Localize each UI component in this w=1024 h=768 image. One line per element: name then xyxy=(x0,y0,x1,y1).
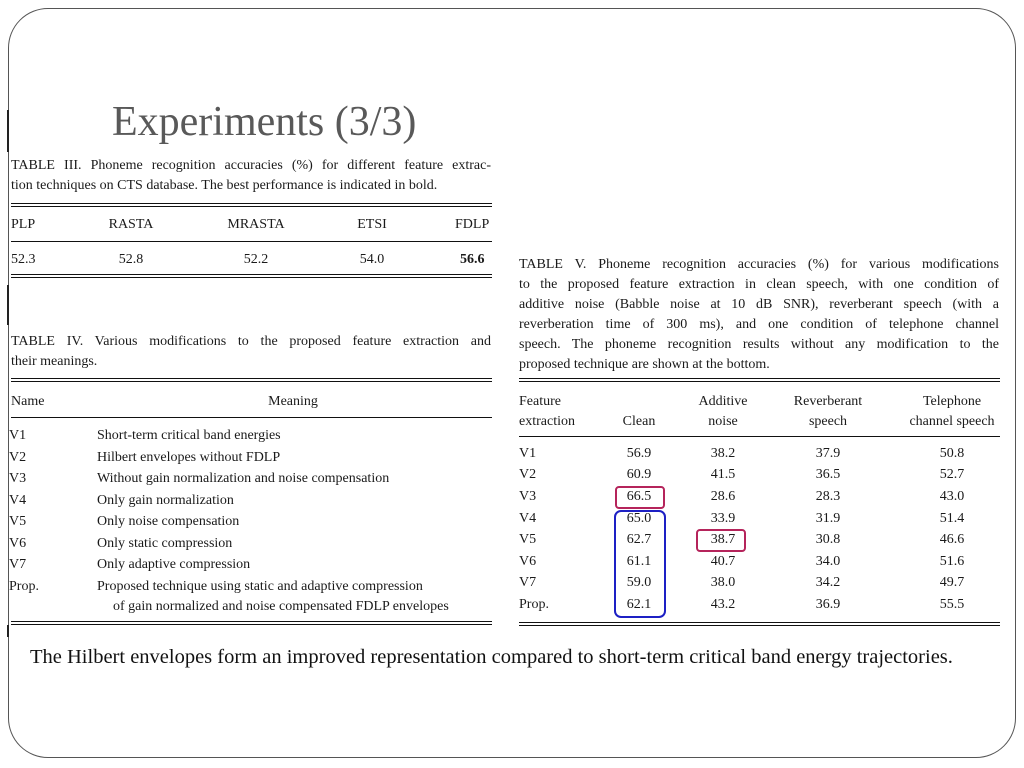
caption-line: TABLE V. Phoneme recognition accuracies (%) for various modifications xyxy=(519,257,999,272)
caption-line: to the proposed feature extraction in clean speech, with one condition of xyxy=(519,277,999,292)
table5-cell-additive: 40.7 xyxy=(710,554,736,569)
slide-title: Experiments (3/3) xyxy=(112,99,417,145)
table3-header-plp: PLP xyxy=(11,217,36,232)
header-line: Reverberant xyxy=(793,394,863,409)
table5-cell-reverberant: 36.5 xyxy=(815,467,841,482)
table5-cell-reverberant: 31.9 xyxy=(815,511,841,526)
table5-header-additive xyxy=(699,392,748,432)
table3-mid-rule xyxy=(11,241,492,242)
table4-meaning-cont: of gain normalized and noise compensated FDLP envelopes xyxy=(113,599,449,614)
table5-top-rule xyxy=(519,378,1000,382)
table5-cell-additive: 43.2 xyxy=(710,597,736,612)
table4-row-name: V5 xyxy=(9,514,27,529)
bottom-statement: The Hilbert envelopes form an improved representation compared to short-term critical band energy trajectories. xyxy=(30,646,953,668)
table4-row-meaning: Without gain normalization and noise compensation xyxy=(97,471,390,486)
table3-header-rasta: RASTA xyxy=(108,217,154,232)
table4-row-name: V3 xyxy=(9,471,27,486)
table5-cell-additive: 38.7 xyxy=(710,532,736,547)
caption-line: reverberation time of 300 ms), and one condition of telephone channel xyxy=(519,317,999,332)
table4-row-meaning: Only adaptive compression xyxy=(97,557,251,572)
table5-cell-name: V6 xyxy=(519,554,537,569)
table4-row-name: V2 xyxy=(9,450,27,465)
table4-header-meaning: Meaning xyxy=(268,394,318,409)
caption-line: additive noise (Babble noise at 10 dB SNR), reverberant speech (with a xyxy=(519,297,999,312)
table3-header-etsi: ETSI xyxy=(357,217,387,232)
table5-cell-telephone: 55.5 xyxy=(939,597,965,612)
table5-cell-clean: 61.1 xyxy=(626,554,652,569)
table5-cell-reverberant: 34.0 xyxy=(815,554,841,569)
table4-bottom-rule xyxy=(11,621,492,625)
table5-cell-name: V3 xyxy=(519,489,537,504)
table5-cell-additive: 41.5 xyxy=(710,467,736,482)
table5-cell-additive: 28.6 xyxy=(710,489,736,504)
table3-value-mrasta: 52.2 xyxy=(243,252,269,267)
caption-line: TABLE IV. Various modifications to the proposed feature extraction and xyxy=(11,334,491,349)
caption-line: proposed technique are shown at the bottom. xyxy=(519,357,770,372)
table5-cell-telephone: 51.4 xyxy=(939,511,965,526)
table5-cell-clean: 65.0 xyxy=(626,511,652,526)
table3-bottom-rule xyxy=(11,274,492,278)
header-line: Additive xyxy=(698,394,748,409)
table5-cell-clean: 60.9 xyxy=(626,467,652,482)
table4-row-meaning: Short-term critical band energies xyxy=(97,428,281,443)
table5-cell-clean: 56.9 xyxy=(626,446,652,461)
table5-mid-rule xyxy=(519,436,1000,437)
table5-cell-telephone: 51.6 xyxy=(939,554,965,569)
caption-line: their meanings. xyxy=(11,354,98,369)
table5-cell-telephone: 52.7 xyxy=(939,467,965,482)
table4-row-name: V7 xyxy=(9,557,27,572)
table5-cell-clean: 62.1 xyxy=(626,597,652,612)
table5-cell-additive: 33.9 xyxy=(710,511,736,526)
table5-cell-clean: 66.5 xyxy=(626,489,652,504)
table4-row-name: Prop. xyxy=(9,579,39,594)
table5-cell-reverberant: 34.2 xyxy=(815,575,841,590)
table4-row-name: V1 xyxy=(9,428,27,443)
table5-cell-reverberant: 37.9 xyxy=(815,446,841,461)
highlight-box-v3-clean xyxy=(615,486,665,509)
left-margin-bar xyxy=(7,625,9,637)
table5-cell-name: V4 xyxy=(519,511,537,526)
table5-cell-telephone: 46.6 xyxy=(939,532,965,547)
table4-row-meaning: Only gain normalization xyxy=(97,493,234,508)
table5-cell-telephone: 43.0 xyxy=(939,489,965,504)
left-margin-bar xyxy=(7,285,9,325)
table5-cell-name: V5 xyxy=(519,532,537,547)
table5-cell-clean: 59.0 xyxy=(626,575,652,590)
table4-header-name: Name xyxy=(11,394,45,409)
left-margin-bar xyxy=(7,110,9,152)
table3-value-rasta: 52.8 xyxy=(118,252,144,267)
header-line: Feature xyxy=(519,394,561,409)
table5-header-reverberant xyxy=(794,392,862,432)
table3-header-mrasta: MRASTA xyxy=(227,217,285,232)
table5-header-telephone xyxy=(909,392,994,432)
table5-header-feature xyxy=(519,392,575,432)
highlight-box-v5-additive xyxy=(696,529,746,552)
header-line: Telephone xyxy=(922,394,982,409)
header-line xyxy=(623,392,656,412)
table5-bottom-rule xyxy=(519,622,1000,626)
table5-cell-clean: 62.7 xyxy=(626,532,652,547)
caption-line: TABLE III. Phoneme recognition accuracies (%) for different feature extrac- xyxy=(11,158,491,173)
table5-cell-reverberant: 28.3 xyxy=(815,489,841,504)
table3-caption xyxy=(11,156,491,196)
table4-row-meaning: Hilbert envelopes without FDLP xyxy=(97,450,281,465)
table5-header-clean xyxy=(623,392,656,432)
table4-top-rule xyxy=(11,378,492,382)
table5-cell-name: V7 xyxy=(519,575,537,590)
table5-cell-reverberant: 36.9 xyxy=(815,597,841,612)
table4-mid-rule xyxy=(11,417,492,418)
table5-cell-name: V1 xyxy=(519,446,537,461)
table4-row-meaning: Only noise compensation xyxy=(97,514,240,529)
table5-caption xyxy=(519,255,999,375)
table4-row-name: V6 xyxy=(9,536,27,551)
table4-row-meaning: Proposed technique using static and adaptive compression xyxy=(97,579,423,594)
highlight-box-clean-column xyxy=(614,510,666,618)
table3-header-fdlp: FDLP xyxy=(455,217,490,232)
header-line: channel speech xyxy=(909,414,995,429)
table4-row-name: V4 xyxy=(9,493,27,508)
header-line: noise xyxy=(708,414,738,429)
caption-line: speech. The phoneme recognition results without any modification to the xyxy=(519,337,999,352)
table5-cell-additive: 38.0 xyxy=(710,575,736,590)
table5-cell-additive: 38.2 xyxy=(710,446,736,461)
caption-line: tion techniques on CTS database. The best performance is indicated in bold. xyxy=(11,178,438,193)
table5-cell-name: Prop. xyxy=(519,597,549,612)
table5-cell-telephone: 50.8 xyxy=(939,446,965,461)
table3-value-plp: 52.3 xyxy=(11,252,36,267)
header-line: Clean xyxy=(622,414,656,429)
header-line: extraction xyxy=(519,414,575,429)
table5-cell-reverberant: 30.8 xyxy=(815,532,841,547)
header-line: speech xyxy=(808,414,848,429)
table3-value-fdlp-best: 56.6 xyxy=(460,252,485,267)
table5-cell-name: V2 xyxy=(519,467,537,482)
table4-row-meaning: Only static compression xyxy=(97,536,233,551)
table5-cell-telephone: 49.7 xyxy=(939,575,965,590)
table3-top-rule xyxy=(11,203,492,207)
table4-caption xyxy=(11,332,491,372)
table3-value-etsi: 54.0 xyxy=(359,252,385,267)
